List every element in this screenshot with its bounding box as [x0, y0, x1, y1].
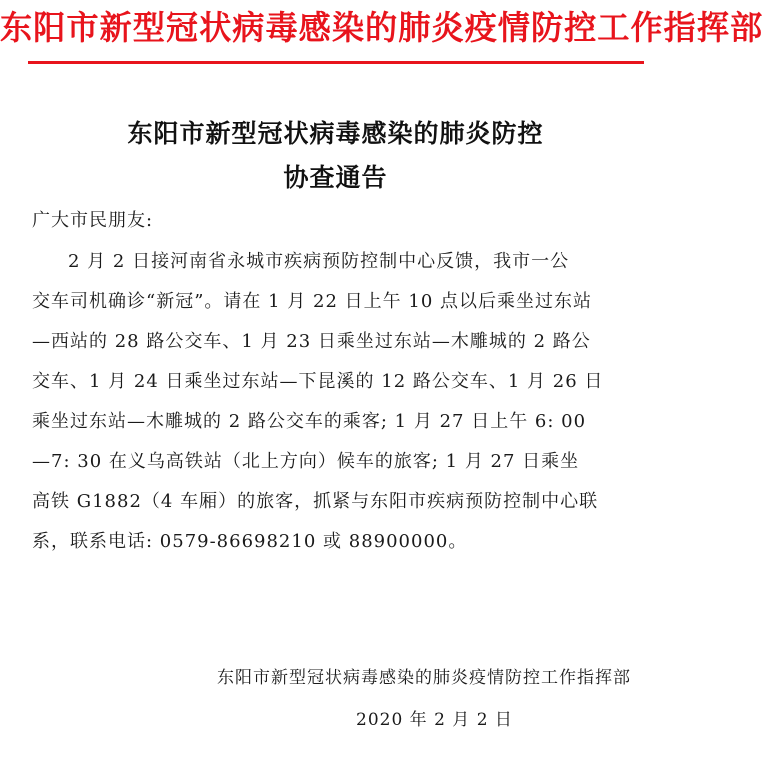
body-line: 2 月 2 日接河南省永城市疾病预防控制中心反馈，我市一公 — [68, 251, 570, 272]
body-line: 高铁 G1882（4 车厢）的旅客，抓紧与东阳市疾病预防控制中心联 — [32, 491, 599, 512]
notice-title-line-2: 协查通告 — [283, 163, 388, 192]
signature-date: 2020 年 2 月 2 日 — [356, 710, 513, 730]
body-line: 系，联系电话: 0579-86698210 或 88900000。 — [32, 531, 468, 552]
body-line: —西站的 28 路公交车、1 月 23 日乘坐过东站—木雕城的 2 路公 — [32, 331, 591, 352]
salutation: 广大市民朋友: — [32, 210, 154, 231]
issuer-header-title: 东阳市新型冠状病毒感染的肺炎疫情防控工作指挥部 — [0, 8, 763, 47]
body-line: 乘坐过东站—木雕城的 2 路公交车的乘客; 1 月 27 日上午 6: 00 — [32, 411, 587, 432]
signature-organization: 东阳市新型冠状病毒感染的肺炎疫情防控工作指挥部 — [217, 668, 631, 688]
body-line: 交车、1 月 24 日乘坐过东站—下昆溪的 12 路公交车、1 月 26 日 — [32, 371, 604, 392]
body-line: 交车司机确诊“新冠”。请在 1 月 22 日上午 10 点以后乘坐过东站 — [32, 291, 592, 312]
header-red-rule — [28, 61, 644, 64]
body-line: —7: 30 在义乌高铁站（北上方向）候车的旅客; 1 月 27 日乘坐 — [32, 451, 580, 472]
notice-title-line-1: 东阳市新型冠状病毒感染的肺炎防控 — [127, 119, 544, 148]
